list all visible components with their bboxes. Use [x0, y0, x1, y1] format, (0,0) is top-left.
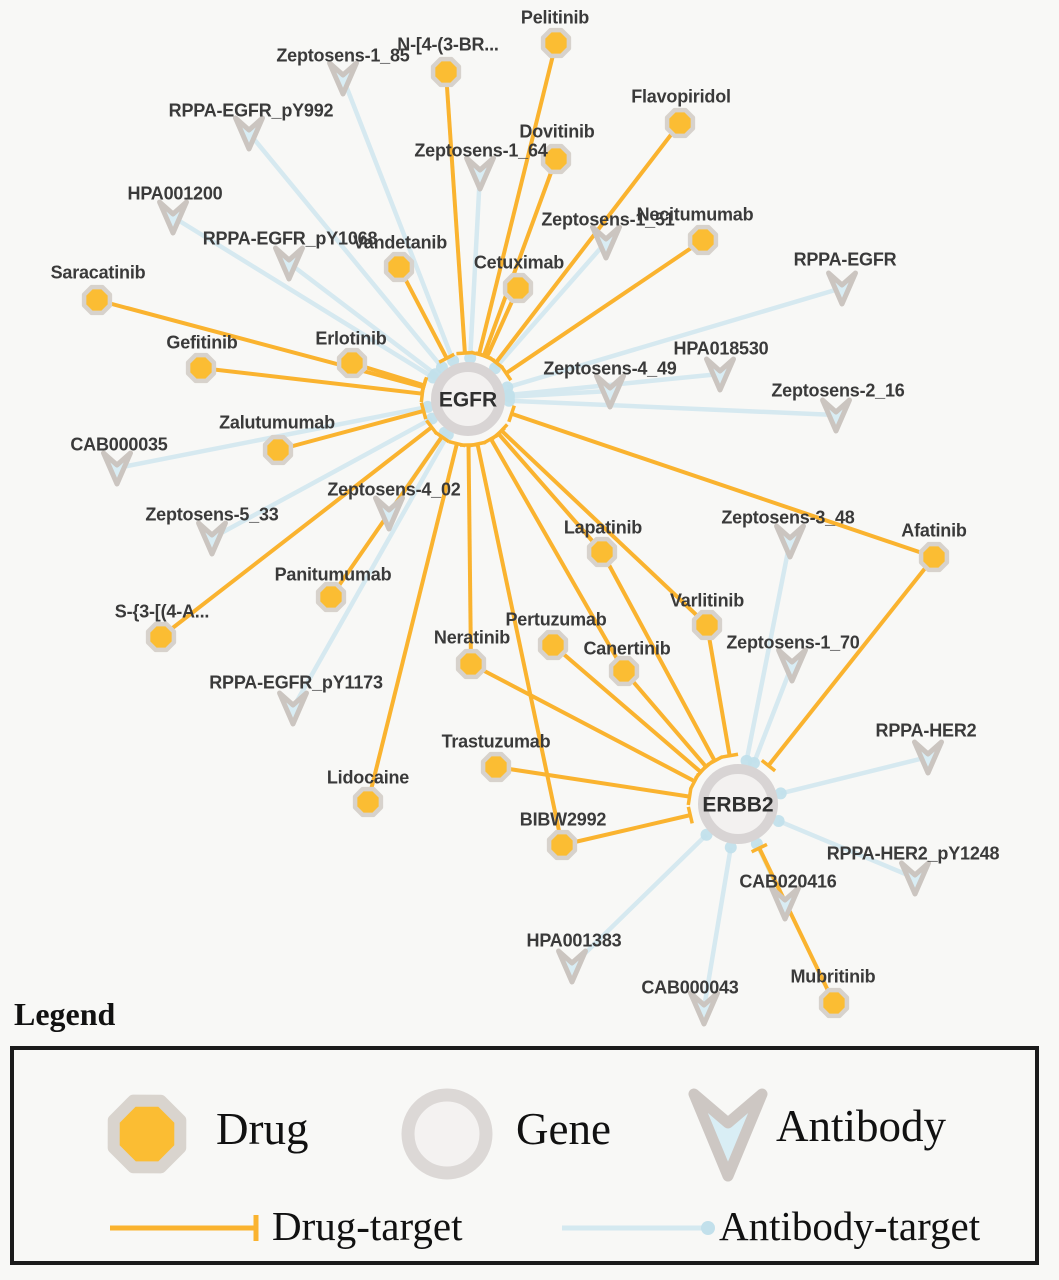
drug-node-afatinib [921, 544, 947, 570]
antibody-node-zeptosens-5-33 [199, 523, 226, 554]
drug-target-edge-pelitinib [479, 43, 556, 354]
antibody-target-edge-icon [558, 1210, 728, 1246]
gene-icon [395, 1082, 499, 1186]
antibody-node-zeptosens-1-70 [779, 650, 806, 681]
antibody-node-cab000035 [104, 453, 131, 484]
antibody-node-zeptosens-1-85 [330, 63, 357, 94]
edge-endpoint-tee [688, 788, 691, 805]
drug-node-vandetanib [386, 254, 412, 280]
antibody-node-rppa-egfr [829, 273, 856, 304]
drug-label-pertuzumab: Pertuzumab [505, 609, 607, 630]
drug-node-saracatinib [84, 287, 110, 313]
drug-label-cetuximab: Cetuximab [473, 252, 565, 273]
legend-label-antibody: Antibody [776, 1101, 947, 1151]
legend-label-gene: Gene [516, 1104, 611, 1154]
drug-node-erlotinib [339, 350, 365, 376]
drug-target-edge-icon [106, 1210, 276, 1246]
drug-node-mubritinib [821, 990, 847, 1016]
antibody-node-hpa001383 [559, 951, 586, 982]
antibody-label-zeptosens-4-49: Zeptosens-4_49 [543, 358, 677, 379]
drug-label-panitumumab: Panitumumab [274, 564, 392, 585]
drug-label-dovitinib: Dovitinib [519, 121, 595, 142]
antibody-label-zeptosens-1-70: Zeptosens-1_70 [726, 632, 860, 653]
drug-label-bibw2992: BIBW2992 [519, 809, 607, 830]
antibody-node-rppa-her2-py1248 [902, 863, 929, 894]
drug-node-gefitinib [188, 355, 214, 381]
antibody-node-hpa001200 [160, 202, 187, 233]
drug-label-afatinib: Afatinib [901, 520, 967, 541]
drug-label-zalutumumab: Zalutumumab [219, 412, 335, 433]
gene-label-egfr: EGFR [438, 388, 498, 412]
drug-label-trastuzumab: Trastuzumab [441, 731, 551, 752]
drug-label-varlitinib: Varlitinib [669, 590, 745, 611]
legend-label-antibody-target: Antibody-target [719, 1203, 981, 1249]
drug-node-necitumumab [690, 227, 716, 253]
drug-label-flavopiridol: Flavopiridol [631, 86, 731, 107]
antibody-label-zeptosens-3-48: Zeptosens-3_48 [721, 507, 855, 528]
drug-node-n-4-3-br [433, 59, 459, 85]
drug-label-lapatinib: Lapatinib [563, 517, 643, 538]
antibody-node-zeptosens-1-64 [467, 158, 494, 189]
drug-label-lidocaine: Lidocaine [326, 767, 410, 788]
drug-label-canertinib: Canertinib [583, 638, 671, 659]
edge-endpoint-tee [449, 442, 465, 446]
drug-node-panitumumab [318, 584, 344, 610]
edge-endpoint-tee [422, 377, 427, 393]
drug-node-bibw2992 [549, 832, 575, 858]
antibody-label-cab020416: CAB020416 [739, 871, 837, 892]
edge-endpoint-tee [721, 754, 738, 757]
antibody-node-cab020416 [772, 888, 799, 919]
edge-endpoint-tee [688, 807, 692, 824]
drug-target-edge-n-4-3-br [446, 72, 465, 353]
drug-node-zalutumumab [265, 437, 291, 463]
gene-label-erbb2: ERBB2 [702, 793, 774, 817]
legend-label-drug: Drug [216, 1104, 309, 1154]
drug-node-lidocaine [355, 789, 381, 815]
antibody-node-rppa-egfr-py1068 [276, 248, 303, 279]
drug-node-cetuximab [505, 275, 531, 301]
edge-endpoint-tee [456, 353, 473, 354]
drug-node-flavopiridol [667, 110, 693, 136]
antibody-label-hpa018530: HPA018530 [673, 338, 769, 359]
antibody-label-zeptosens-4-02: Zeptosens-4_02 [327, 479, 461, 500]
drug-node-neratinib [458, 651, 484, 677]
legend-box [10, 1046, 1039, 1265]
drug-target-edge-trastuzumab [496, 767, 690, 797]
antibody-label-zeptosens-1-64: Zeptosens-1_64 [414, 140, 548, 161]
drug-node-canertinib [611, 658, 637, 684]
antibody-label-rppa-egfr-py1173: RPPA-EGFR_pY1173 [209, 672, 383, 693]
drug-label-n-4-3-br: N-[4-(3-BR... [397, 34, 499, 55]
antibody-target-edge-zeptosens-2-16 [509, 401, 836, 415]
legend-label-drug-target: Drug-target [272, 1203, 463, 1249]
drug-label-gefitinib: Gefitinib [166, 332, 238, 353]
antibody-label-hpa001200: HPA001200 [127, 183, 223, 204]
antibody-label-zeptosens-1-85: Zeptosens-1_85 [276, 45, 410, 66]
antibody-label-zeptosens-2-16: Zeptosens-2_16 [771, 380, 905, 401]
antibody-label-cab000035: CAB000035 [70, 434, 168, 455]
antibody-label-zeptosens-1-51: Zeptosens-1_51 [541, 209, 675, 230]
antibody-icon [678, 1080, 778, 1184]
antibody-label-rppa-egfr: RPPA-EGFR [793, 249, 897, 270]
drug-label-erlotinib: Erlotinib [315, 328, 387, 349]
antibody-label-hpa001383: HPA001383 [526, 930, 622, 951]
antibody-node-zeptosens-2-16 [823, 400, 850, 431]
drug-label-pelitinib: Pelitinib [520, 7, 590, 28]
layer-ab-edges [114, 78, 928, 1008]
edge-endpoint-tee [469, 442, 486, 446]
drug-label-s-3-4-a: S-{3-[(4-A... [114, 601, 210, 622]
drug-node-pelitinib [543, 30, 569, 56]
legend-title: Legend [14, 996, 116, 1032]
antibody-label-rppa-egfr-py992: RPPA-EGFR_pY992 [168, 100, 334, 121]
drug-node-trastuzumab [483, 754, 509, 780]
antibody-label-rppa-her2: RPPA-HER2 [875, 720, 977, 741]
antibody-node-rppa-her2 [915, 742, 942, 773]
drug-label-mubritinib: Mubritinib [790, 966, 876, 987]
drug-label-vandetanib: Vandetanib [352, 232, 448, 253]
drug-target-edge-gefitinib [201, 368, 422, 394]
antibody-label-rppa-egfr-py1068: RPPA-EGFR_pY1068 [202, 228, 378, 249]
antibody-node-rppa-egfr-py1173 [280, 693, 307, 724]
drug-icon [95, 1082, 199, 1186]
antibody-node-zeptosens-4-49 [597, 376, 624, 407]
antibody-target-edge-zeptosens-1-70 [754, 665, 792, 763]
drug-node-lapatinib [589, 539, 615, 565]
drug-node-varlitinib [694, 612, 720, 638]
antibody-label-rppa-her2-py1248: RPPA-HER2_pY1248 [826, 843, 1000, 864]
antibody-node-hpa018530 [707, 359, 734, 390]
antibody-node-zeptosens-3-48 [777, 526, 804, 557]
drug-label-necitumumab: Necitumumab [636, 204, 754, 225]
drug-label-neratinib: Neratinib [433, 627, 511, 648]
antibody-target-edge-rppa-her2 [781, 757, 928, 793]
drug-node-s-3-4-a [148, 624, 174, 650]
drug-node-pertuzumab [540, 632, 566, 658]
antibody-label-cab000043: CAB000043 [641, 977, 739, 998]
antibody-label-zeptosens-5-33: Zeptosens-5_33 [145, 504, 279, 525]
drug-label-saracatinib: Saracatinib [50, 262, 146, 283]
